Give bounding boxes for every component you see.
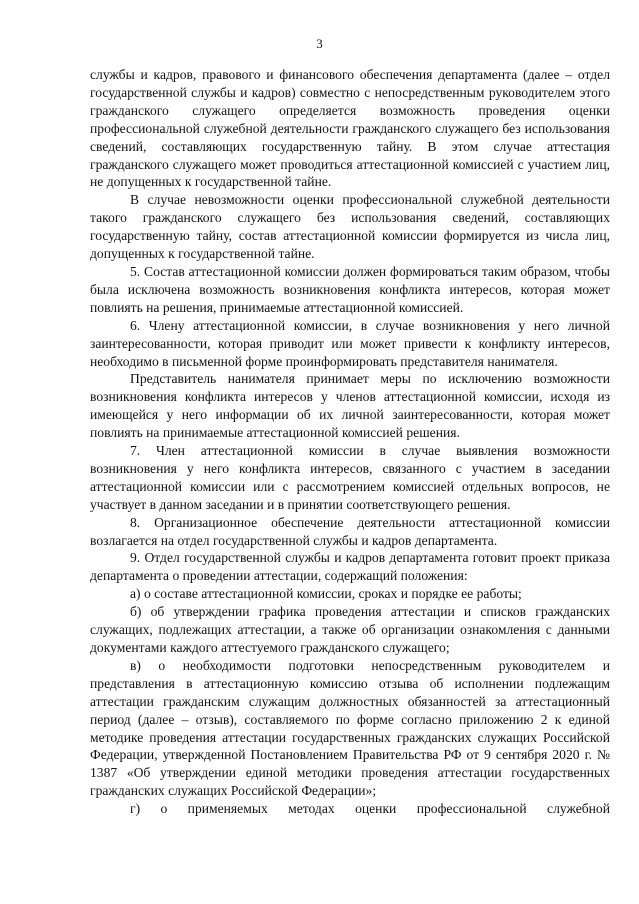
paragraph-item-5: 5. Состав аттестационной комиссии должен формироваться таким образом, чтобы была исключена возможность возникновения конфликта интересов, которая может повлиять на решения, принимаемые аттестационной комиссией. (90, 263, 610, 315)
subitem-a: а) о составе аттестационной комиссии, сроках и порядке ее работы; (130, 586, 522, 602)
paragraph-item-7: 7. Член аттестационной комиссии в случае выявления возможности возникновения у него конфликта интересов, связанного с участием в заседании аттестационной комиссии или с рассмотрением комиссией отдельных вопросов, не участвует в данном заседании и в принятии соответствующего решения. (90, 443, 610, 512)
document-body (90, 66, 610, 818)
paragraph-item-8: 8. Организационное обеспечение деятельности аттестационной комиссии возлагается на отдел государственной службы и кадров департамента. (90, 514, 610, 548)
paragraph-continuation: службы и кадров, правового и финансового обеспечения департамента (далее – отдел государственной службы и кадров) совместно с непосредственным руководителем этого гражданского служащего определяется возможность проведения оценки профессиональной служебной деятельности гражданского служащего без использования сведений, составляющих государственную тайну. В этом случае аттестация гражданского служащего может проводиться аттестационной комиссией с участием лиц, не допущенных к государственной тайне. (90, 67, 610, 190)
paragraph-item-9: 9. Отдел государственной службы и кадров департамента готовит проект приказа департамента о проведении аттестации, содержащий положения: (90, 550, 610, 584)
subitem-b: б) об утверждении графика проведения аттестации и списков гражданских служащих, подлежащих аттестации, а также об организации ознакомления с данными документами каждого аттестуемого гражданского служащего; (90, 604, 610, 655)
page-number: 3 (316, 36, 323, 51)
subitem-g: г) о применяемых методах оценки профессиональной служебной (130, 801, 610, 817)
paragraph: В случае невозможности оценки профессиональной служебной деятельности такого гражданского служащего без использования сведений, составляющих государственную тайну, состав аттестационной комиссии формируется из числа лиц, допущенных к государственной тайне. (90, 192, 610, 262)
paragraph-item-6: 6. Члену аттестационной комиссии, в случае возникновения у него личной заинтересованности, которая приводит или может привести к конфликту интересов, необходимо в письменной форме проинформировать представителя нанимателя. (90, 317, 610, 369)
subitem-v: в) о необходимости подготовки непосредственным руководителем и представления в аттестационную комиссию отзыва об исполнении подлежащим аттестации гражданским служащим должностных обязанностей за аттестационный период (далее – отзыв), составляемого по форме согласно приложению 2 к единой методике проведения аттестации государственных гражданских служащих Российской Федерации, утвержденной Постановлением Правительства РФ от 9 сентября 2020 г. № 1387 «Об утверждении единой методики проведения аттестации государственных гражданских служащих Российской Федерации»; (90, 657, 610, 799)
paragraph: Представитель нанимателя принимает меры по исключению возможности возникновения конфликта интересов у членов аттестационной комиссии, исходя из имеющейся у него информации об их личной заинтересованности, которая может повлиять на принимаемые аттестационной комиссией решения. (90, 371, 610, 441)
